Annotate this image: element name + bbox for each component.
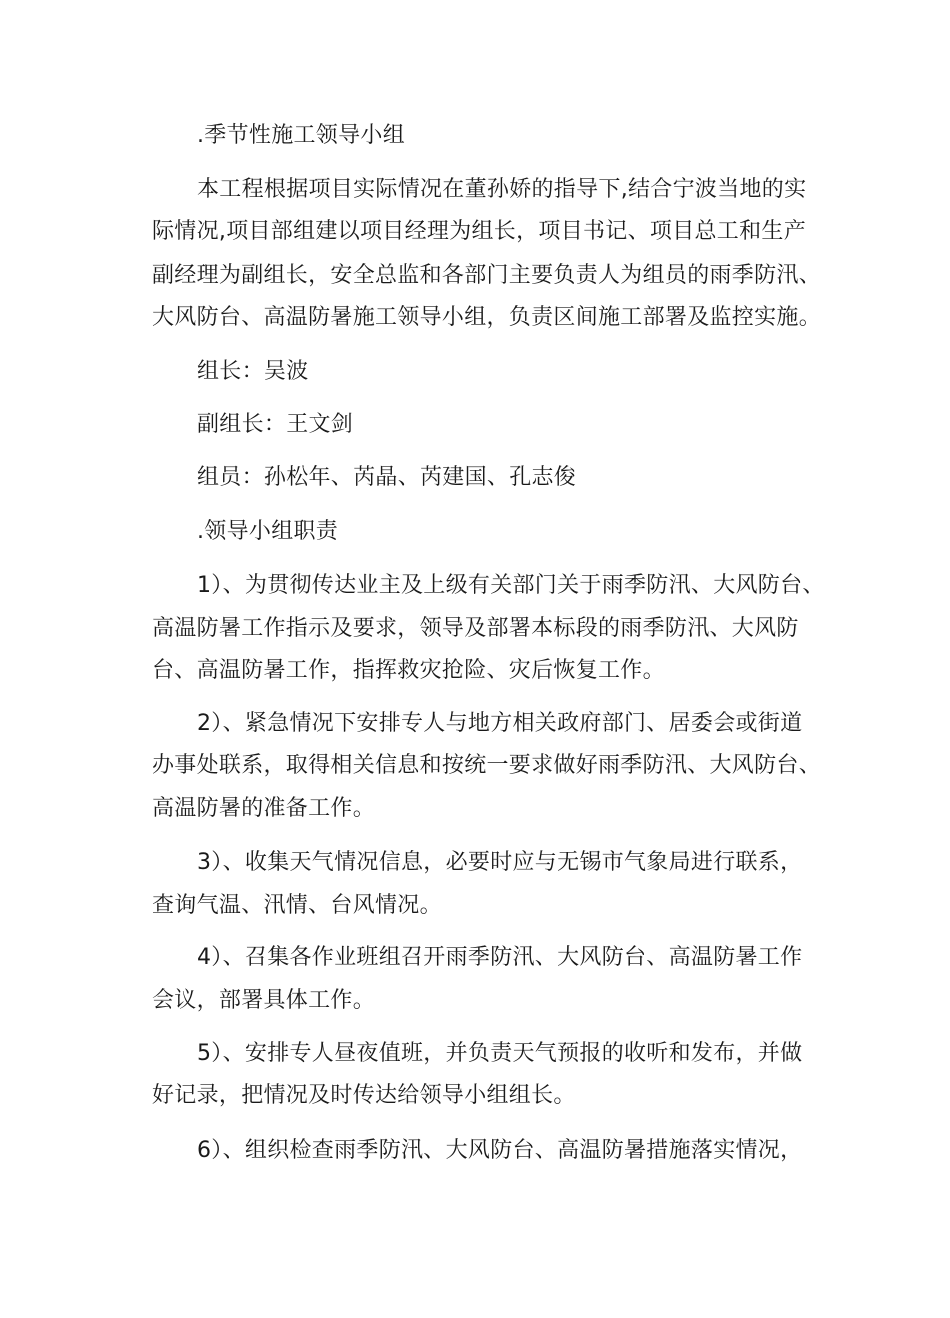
- duty-item-3-line: 查询气温、汛情、台风情况。: [152, 893, 442, 918]
- deputy-leader: 副组长：王文剑: [197, 412, 354, 437]
- duty-item-3-line: 3）、收集天气情况信息，必要时应与无锡市气象局进行联系，: [197, 850, 803, 875]
- duty-item-4-line: 4）、召集各作业班组召开雨季防汛、大风防台、高温防暑工作: [197, 945, 803, 970]
- intro-paragraph-line: 本工程根据项目实际情况在董孙娇的指导下,结合宁波当地的实: [197, 177, 807, 202]
- intro-paragraph-line: 际情况,项目部组建以项目经理为组长，项目书记、项目总工和生产: [152, 219, 806, 244]
- duty-item-6-line: 6）、组织检查雨季防汛、大风防台、高温防暑措施落实情况，: [197, 1138, 803, 1163]
- section-heading-duties: .领导小组职责: [197, 519, 339, 544]
- duty-item-1-line: 1）、为贯彻传达业主及上级有关部门关于雨季防汛、大风防台、: [197, 573, 825, 598]
- intro-paragraph-line: 副经理为副组长，安全总监和各部门主要负责人为组员的雨季防汛、: [152, 263, 822, 288]
- duty-item-2-line: 办事处联系，取得相关信息和按统一要求做好雨季防汛、大风防台、: [152, 753, 822, 778]
- intro-paragraph-line: 大风防台、高温防暑施工领导小组，负责区间施工部署及监控实施。: [152, 305, 822, 330]
- duty-item-1-line: 台、高温防暑工作，指挥救灾抢险、灾后恢复工作。: [152, 658, 665, 683]
- group-leader: 组长：吴波: [197, 359, 309, 384]
- section-heading-seasonal-group: .季节性施工领导小组: [197, 123, 405, 148]
- group-members: 组员：孙松年、芮晶、芮建国、孔志俊: [197, 465, 577, 490]
- duty-item-4-line: 会议，部署具体工作。: [152, 988, 376, 1013]
- duty-item-1-line: 高温防暑工作指示及要求，领导及部署本标段的雨季防汛、大风防: [152, 616, 799, 641]
- duty-item-2-line: 高温防暑的准备工作。: [152, 796, 376, 821]
- duty-item-5-line: 5）、安排专人昼夜值班，并负责天气预报的收听和发布，并做: [197, 1041, 803, 1066]
- duty-item-5-line: 好记录，把情况及时传达给领导小组组长。: [152, 1083, 576, 1108]
- duty-item-2-line: 2）、紧急情况下安排专人与地方相关政府部门、居委会或街道: [197, 711, 803, 736]
